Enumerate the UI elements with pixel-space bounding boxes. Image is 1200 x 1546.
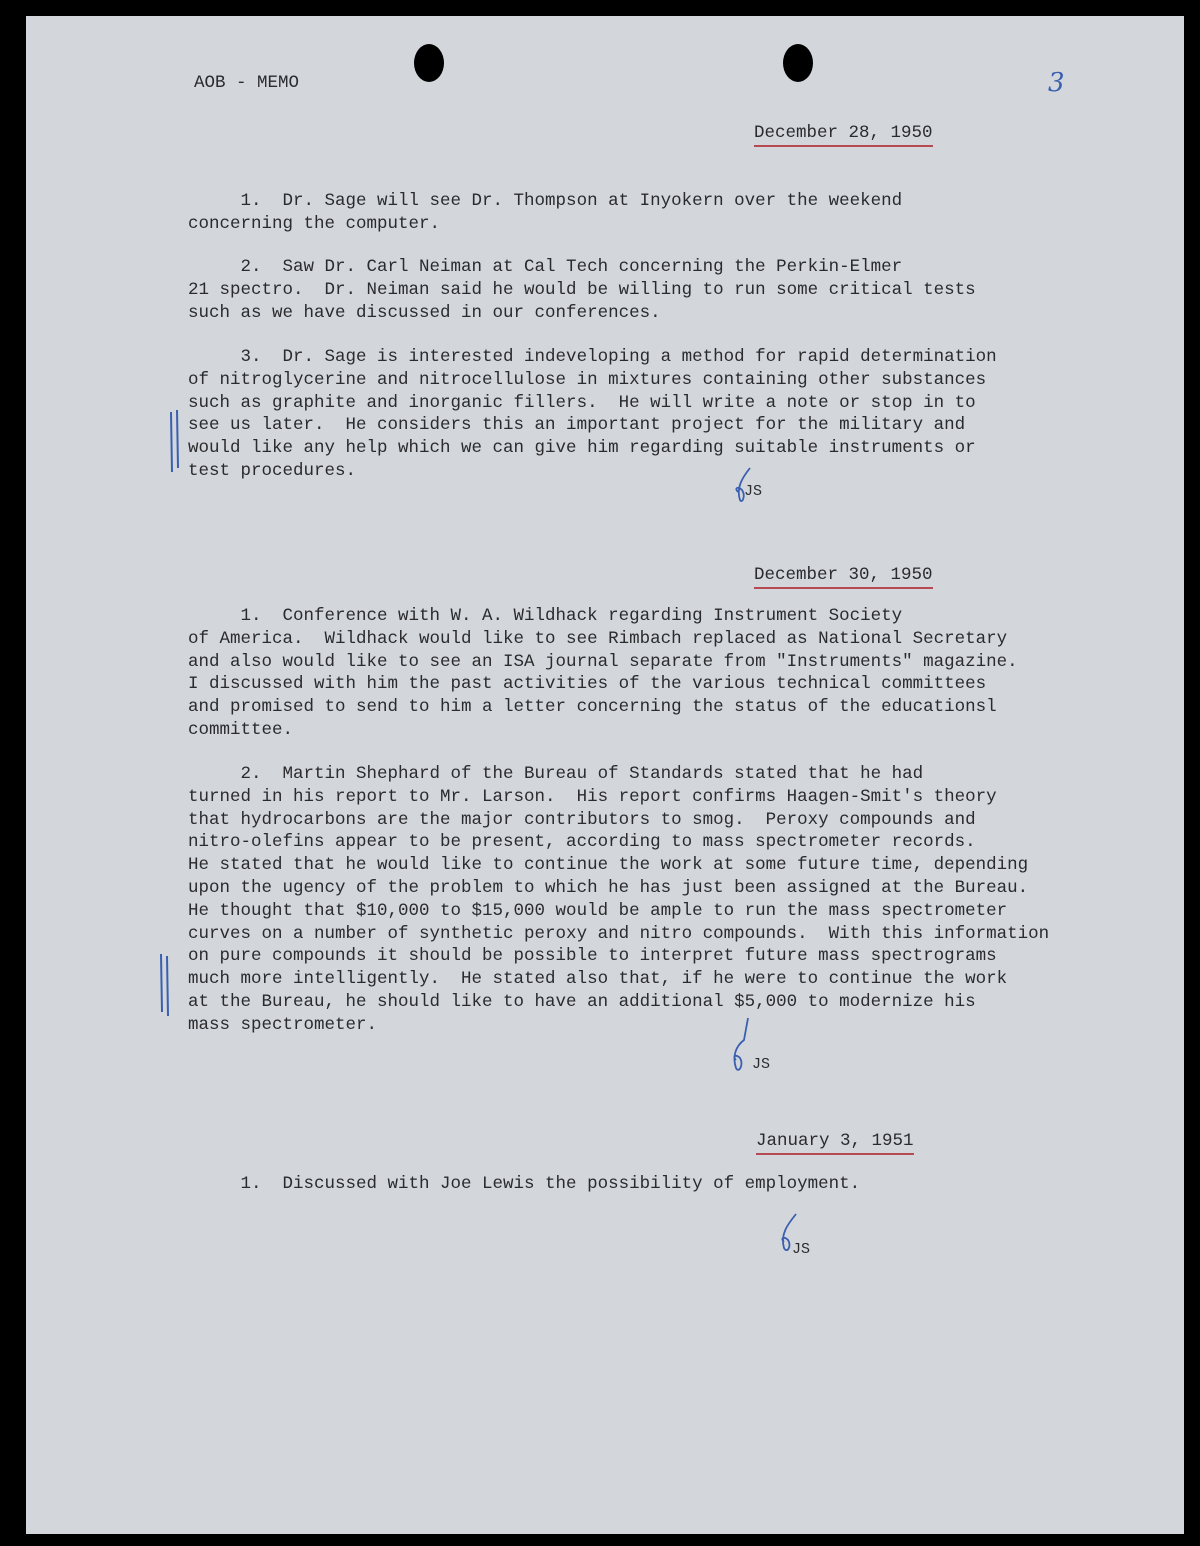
text-line: committee. [188, 719, 294, 740]
entry-item [188, 190, 902, 236]
text-line: 1. Dr. Sage will see Dr. Thompson at Inyokern over the weekend [188, 191, 903, 211]
text-line: of America. Wildhack would like to see Rimbach replaced as National Secretary [188, 628, 1008, 649]
text-line: test procedures. [188, 460, 357, 481]
entry-item [188, 1173, 860, 1196]
entry-item [188, 256, 976, 324]
memo-header: AOB - MEMO [194, 73, 300, 93]
entry-item [188, 605, 1018, 742]
memo-page [26, 16, 1184, 1534]
text-line: concerning the computer. [188, 213, 441, 234]
text-line: such as we have discussed in our conferences. [188, 302, 661, 323]
entry-item [188, 346, 997, 483]
pencil-margin-mark [156, 950, 176, 1020]
text-line: 21 spectro. Dr. Neiman said he would be willing to run some critical tests [188, 279, 976, 300]
entry-date: January 3, 1951 [756, 1130, 914, 1155]
text-line: 1. Discussed with Joe Lewis the possibility of employment. [188, 1174, 861, 1194]
text-line: at the Bureau, he should like to have an additional $5,000 to modernize his [188, 991, 976, 1012]
text-line: such as graphite and inorganic fillers. He will write a note or stop in to [188, 392, 976, 413]
text-line: and also would like to see an ISA journal separate from "Instruments" magazine. [188, 651, 1018, 672]
text-line: mass spectrometer. [188, 1014, 378, 1035]
text-line: see us later. He considers this an important project for the military and [188, 415, 966, 436]
text-line: on pure compounds it should be possible to interpret future mass spectrograms [188, 946, 997, 967]
entry-item [188, 763, 1049, 1037]
text-line: 2. Saw Dr. Carl Neiman at Cal Tech concerning the Perkin-Elmer [188, 257, 903, 277]
text-line: much more intelligently. He stated also that, if he were to continue the work [188, 969, 1008, 990]
entry-date: December 28, 1950 [754, 122, 933, 147]
text-line: I discussed with him the past activities of the various technical committees [188, 674, 987, 695]
text-line: 1. Conference with W. A. Wildhack regarding Instrument Society [188, 606, 903, 626]
text-line: 3. Dr. Sage is interested indeveloping a method for rapid determination [188, 347, 997, 367]
text-line: of nitroglycerine and nitrocellulose in mixtures containing other substances [188, 369, 987, 390]
text-line: turned in his report to Mr. Larson. His report confirms Haagen-Smit's theory [188, 786, 997, 807]
initials: JS [744, 483, 763, 500]
text-line: 2. Martin Shephard of the Bureau of Standards stated that he had [188, 764, 924, 784]
text-line: He stated that he would like to continue the work at some future time, depending [188, 855, 1029, 876]
initials: JS [752, 1056, 771, 1073]
punch-hole-left [414, 44, 444, 82]
text-line: upon the ugency of the problem to which he has just been assigned at the Bureau. [188, 877, 1029, 898]
punch-hole-right [783, 44, 813, 82]
text-line: would like any help which we can give him regarding suitable instruments or [188, 438, 976, 459]
text-line: nitro-olefins appear to be present, according to mass spectrometer records. [188, 832, 976, 853]
text-line: that hydrocarbons are the major contributors to smog. Peroxy compounds and [188, 809, 976, 830]
text-line: and promised to send to him a letter concerning the status of the educationsl [188, 697, 997, 718]
text-line: curves on a number of synthetic peroxy and nitro compounds. With this information [188, 923, 1050, 944]
page-number: 3 [1048, 68, 1065, 98]
text-line: He thought that $10,000 to $15,000 would be ample to run the mass spectrometer [188, 900, 1008, 921]
entry-date: December 30, 1950 [754, 564, 933, 589]
pencil-margin-mark [166, 408, 186, 478]
initials: JS [792, 1241, 811, 1258]
